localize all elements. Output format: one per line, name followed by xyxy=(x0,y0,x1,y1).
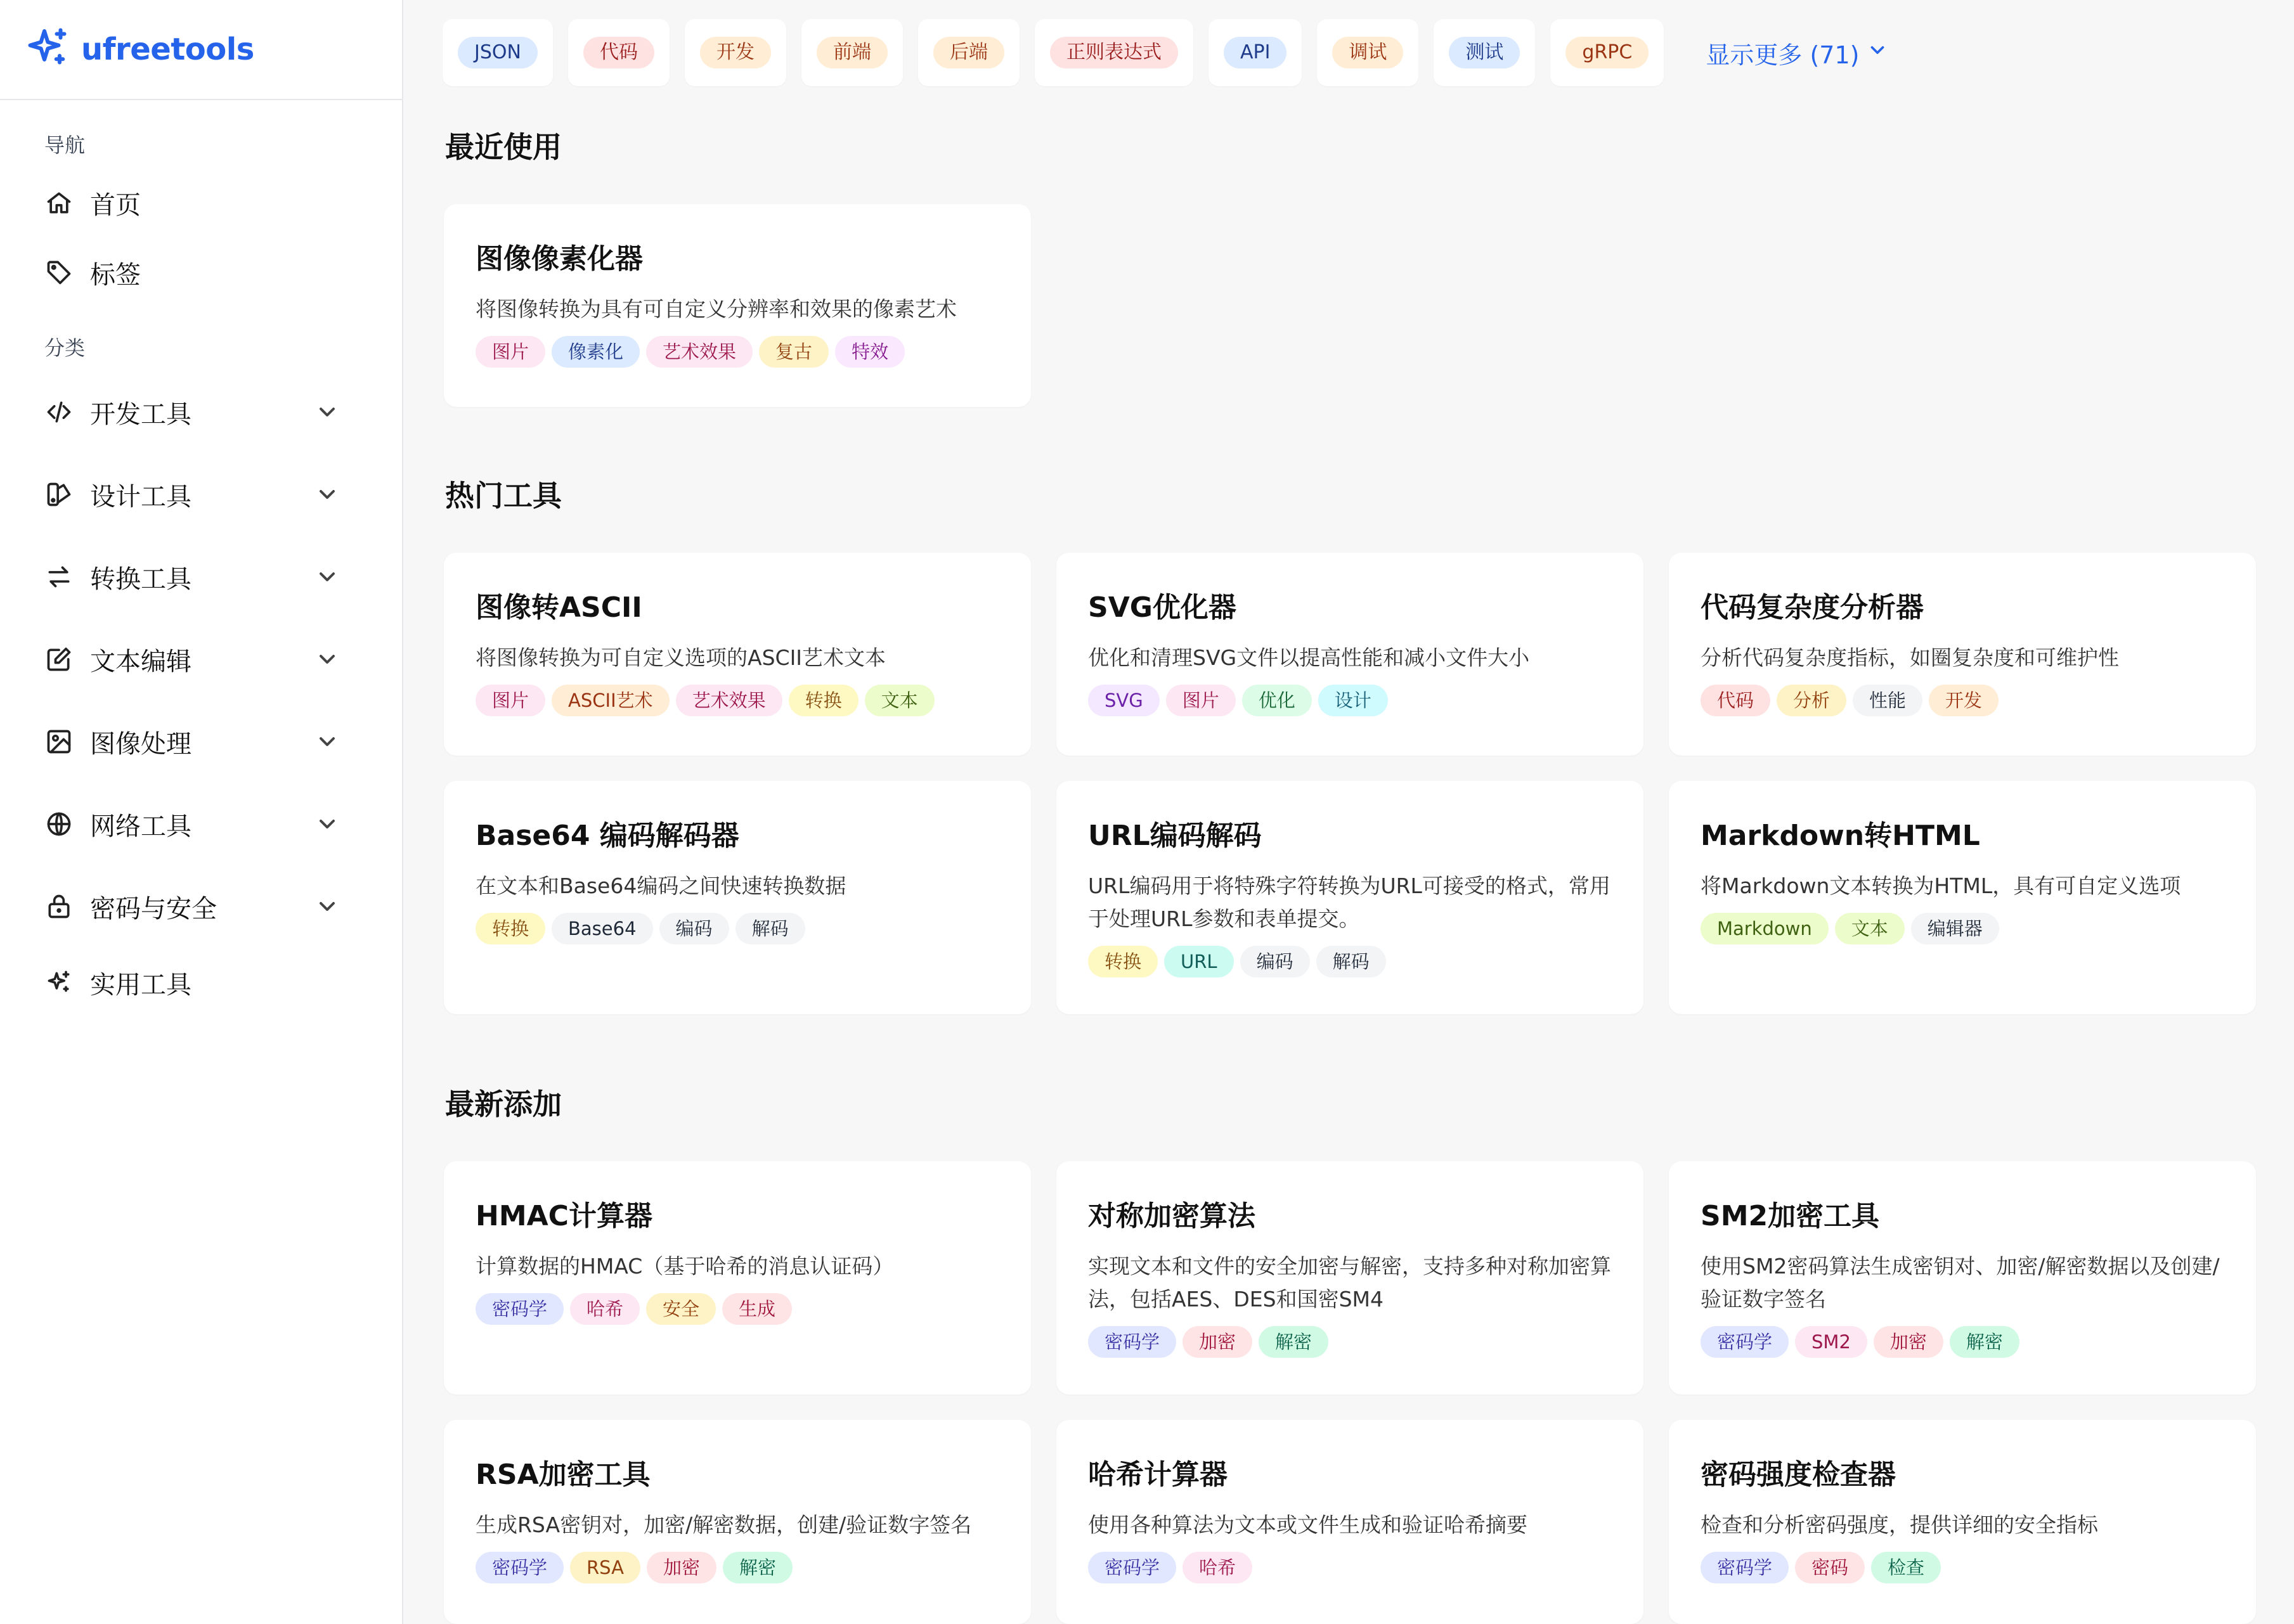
sidebar-item-text-edit[interactable] xyxy=(25,630,365,688)
tag-filter-api[interactable] xyxy=(1209,19,1302,86)
tag-chip: 转换 xyxy=(1088,946,1158,977)
tag-chip: 像素化 xyxy=(552,336,640,368)
tag-chip: 艺术效果 xyxy=(676,685,782,716)
tag-filter-regex[interactable] xyxy=(1035,19,1193,86)
tag-chip: 解码 xyxy=(1316,946,1386,977)
tool-card-description: 生成RSA密钥对，加密/解密数据，创建/验证数字签名 xyxy=(476,1512,972,1537)
tool-card[interactable] xyxy=(1669,1161,2256,1395)
tag-label: API xyxy=(1224,37,1286,68)
chevron-down-icon xyxy=(314,811,340,837)
tag-chip: 检查 xyxy=(1871,1552,1941,1583)
tool-card-tags xyxy=(476,336,1001,368)
tag-chip: 编码 xyxy=(1240,946,1310,977)
sidebar-item-network-tools[interactable] xyxy=(25,795,365,853)
main-content xyxy=(403,0,2294,1624)
tag-chip: 解密 xyxy=(1950,1326,2019,1358)
tool-card-tags xyxy=(1701,685,2226,716)
chevron-down-icon xyxy=(314,564,340,590)
tool-card-tags xyxy=(1701,1552,2226,1583)
tool-card[interactable] xyxy=(444,1420,1031,1624)
chevron-down-icon xyxy=(314,399,340,425)
section-title-recent: 最近使用 xyxy=(445,130,562,164)
tag-chip: 艺术效果 xyxy=(646,336,753,368)
pen-square-icon xyxy=(44,645,74,674)
tool-card-title: 代码复杂度分析器 xyxy=(1701,591,1924,624)
chevron-down-icon xyxy=(314,647,340,672)
tag-filter-bar xyxy=(443,19,1888,86)
tag-filter-test[interactable] xyxy=(1434,19,1535,86)
tag-chip: SVG xyxy=(1088,685,1160,716)
tag-chip: 解密 xyxy=(1259,1326,1328,1358)
tool-card[interactable] xyxy=(1669,553,2256,756)
tool-card-title: Markdown转HTML xyxy=(1701,820,1980,852)
sidebar xyxy=(0,0,403,1624)
tool-card-tags xyxy=(1088,946,1613,977)
sidebar-item-home[interactable] xyxy=(25,174,365,232)
tool-card-title: 哈希计算器 xyxy=(1088,1459,1228,1491)
tag-filter-frontend[interactable] xyxy=(801,19,903,86)
sidebar-item-label: 标签 xyxy=(90,260,141,290)
tool-card-title: 图像转ASCII xyxy=(476,591,642,624)
sidebar-item-label: 网络工具 xyxy=(90,811,191,841)
arrows-swap-icon xyxy=(44,562,74,591)
tag-chip: 密码学 xyxy=(1701,1326,1789,1358)
chevron-down-icon xyxy=(314,482,340,507)
show-more-label: 显示更多 (71) xyxy=(1706,41,1860,69)
tag-chip: ASCII艺术 xyxy=(552,685,670,716)
tag-chip: 编辑器 xyxy=(1911,913,1999,944)
tag-icon xyxy=(44,258,74,287)
tag-label: 开发 xyxy=(700,37,771,68)
globe-icon xyxy=(44,809,74,839)
tag-chip: 安全 xyxy=(646,1293,716,1325)
tag-chip: 转换 xyxy=(789,685,859,716)
tag-chip: 解码 xyxy=(736,913,805,944)
tool-card-tags xyxy=(476,913,1001,944)
category-heading: 分类 xyxy=(44,336,86,360)
tag-filter-code[interactable] xyxy=(568,19,670,86)
tag-chip: 图片 xyxy=(476,685,545,716)
tag-label: 后端 xyxy=(933,37,1004,68)
sidebar-item-password-security[interactable] xyxy=(25,877,365,936)
tool-card[interactable] xyxy=(444,553,1031,756)
tool-card[interactable] xyxy=(1056,1420,1643,1624)
tag-chip: 密码 xyxy=(1795,1552,1865,1583)
tag-chip: 图片 xyxy=(476,336,545,368)
tag-chip: RSA xyxy=(570,1552,640,1583)
tag-label: 代码 xyxy=(583,37,654,68)
tag-chip: 生成 xyxy=(722,1293,792,1325)
sidebar-item-label: 开发工具 xyxy=(90,399,191,429)
tool-card-tags xyxy=(476,685,1001,716)
tag-chip: 密码学 xyxy=(1088,1552,1176,1583)
tool-card-description: 使用SM2密码算法生成密钥对、加密/解密数据以及创建/验证数字签名 xyxy=(1701,1254,2220,1311)
tag-label: 测试 xyxy=(1449,37,1520,68)
tool-card-tags xyxy=(476,1293,1001,1325)
tool-card-title: Base64 编码解码器 xyxy=(476,820,739,852)
tool-card-description: 将图像转换为可自定义选项的ASCII艺术文本 xyxy=(476,645,886,670)
palette-icon xyxy=(44,480,74,509)
sidebar-item-design-tools[interactable] xyxy=(25,465,365,524)
tag-filter-backend[interactable] xyxy=(918,19,1020,86)
tool-card[interactable] xyxy=(1669,1420,2256,1624)
home-icon xyxy=(44,188,74,217)
tag-chip: 加密 xyxy=(647,1552,716,1583)
tag-chip: 解密 xyxy=(723,1552,793,1583)
tool-card[interactable] xyxy=(1056,553,1643,756)
tool-card-tags xyxy=(1701,913,2226,944)
sidebar-item-label: 密码与安全 xyxy=(90,894,217,924)
lock-icon xyxy=(44,892,74,921)
tag-chip: 加密 xyxy=(1874,1326,1943,1358)
section-title-newest: 最新添加 xyxy=(445,1087,562,1121)
sidebar-item-label: 首页 xyxy=(90,190,141,220)
tool-card-title: 对称加密算法 xyxy=(1088,1200,1255,1232)
tag-chip: 优化 xyxy=(1242,685,1312,716)
tool-card-tags xyxy=(1701,1326,2226,1358)
tag-chip: 加密 xyxy=(1183,1326,1252,1358)
sidebar-item-tags[interactable] xyxy=(25,243,365,302)
sidebar-item-image-processing[interactable] xyxy=(25,712,365,771)
tag-chip: 代码 xyxy=(1701,685,1770,716)
tag-filter-dev[interactable] xyxy=(685,19,786,86)
tool-card-tags xyxy=(1088,685,1613,716)
tag-chip: 哈希 xyxy=(570,1293,640,1325)
tag-label: gRPC xyxy=(1565,37,1649,68)
tag-filter-json[interactable] xyxy=(443,19,553,86)
sidebar-item-utilities[interactable] xyxy=(25,953,365,1012)
tag-label: JSON xyxy=(458,37,538,68)
tool-card-description: 在文本和Base64编码之间快速转换数据 xyxy=(476,873,846,898)
tool-card-description: URL编码用于将特殊字符转换为URL可接受的格式，常用于处理URL参数和表单提交。 xyxy=(1088,873,1610,931)
chevron-down-icon xyxy=(314,894,340,919)
tag-chip: 转换 xyxy=(476,913,545,944)
sparkles-icon xyxy=(44,968,74,997)
sidebar-item-label: 转换工具 xyxy=(90,564,191,594)
tool-card-description: 将Markdown文本转换为HTML，具有可自定义选项 xyxy=(1701,873,2181,898)
tag-chip: 设计 xyxy=(1318,685,1388,716)
section-title-popular: 热门工具 xyxy=(445,479,562,513)
code-icon xyxy=(44,397,74,427)
tag-chip: Markdown xyxy=(1701,913,1829,944)
tag-chip: 文本 xyxy=(865,685,935,716)
tool-card[interactable] xyxy=(444,781,1031,1014)
tool-card-description: 优化和清理SVG文件以提高性能和减小文件大小 xyxy=(1088,645,1530,670)
tag-chip: 密码学 xyxy=(1701,1552,1789,1583)
tool-card-description: 使用各种算法为文本或文件生成和验证哈希摘要 xyxy=(1088,1512,1527,1537)
tag-label: 前端 xyxy=(817,37,888,68)
chevron-down-icon xyxy=(1867,39,1888,67)
tool-card-description: 分析代码复杂度指标，如圈复杂度和可维护性 xyxy=(1701,645,2119,670)
tag-chip: 密码学 xyxy=(476,1552,564,1583)
tool-card[interactable] xyxy=(1056,781,1643,1014)
tag-chip: 哈希 xyxy=(1183,1552,1252,1583)
sidebar-item-label: 文本编辑 xyxy=(90,647,191,676)
tag-chip: 编码 xyxy=(659,913,729,944)
tool-card-tags xyxy=(1088,1326,1613,1358)
tag-chip: SM2 xyxy=(1795,1326,1867,1358)
tool-card-title: URL编码解码 xyxy=(1088,820,1262,852)
tool-card-description: 实现文本和文件的安全加密与解密，支持多种对称加密算法，包括AES、DES和国密SM4 xyxy=(1088,1254,1611,1311)
tool-card-title: SM2加密工具 xyxy=(1701,1200,1880,1232)
tag-chip: URL xyxy=(1164,946,1234,977)
tag-chip: Base64 xyxy=(552,913,653,944)
tag-chip: 性能 xyxy=(1853,685,1922,716)
show-more-tags-button[interactable] xyxy=(1706,35,1888,70)
sidebar-item-label: 设计工具 xyxy=(90,482,191,512)
brand-name: ufreetools xyxy=(81,32,254,67)
tag-chip: 分析 xyxy=(1777,685,1846,716)
sparkle-logo-icon xyxy=(25,25,71,74)
tool-card-tags xyxy=(476,1552,1001,1583)
tool-card-description: 检查和分析密码强度，提供详细的安全指标 xyxy=(1701,1512,2098,1537)
tag-chip: 密码学 xyxy=(476,1293,564,1325)
tool-card-title: 图像像素化器 xyxy=(476,243,643,275)
sidebar-item-label: 实用工具 xyxy=(90,970,191,1000)
tool-card[interactable] xyxy=(1669,781,2256,1014)
tool-card[interactable] xyxy=(1056,1161,1643,1395)
tag-chip: 文本 xyxy=(1835,913,1905,944)
sidebar-item-dev-tools[interactable] xyxy=(25,383,365,441)
tag-chip: 图片 xyxy=(1166,685,1236,716)
brand-logo-link[interactable] xyxy=(0,0,402,100)
tag-filter-debug[interactable] xyxy=(1317,19,1418,86)
tool-card-title: SVG优化器 xyxy=(1088,591,1236,624)
sidebar-item-label: 图像处理 xyxy=(90,729,191,759)
tag-filter-grpc[interactable] xyxy=(1550,19,1664,86)
tool-card-description: 计算数据的HMAC（基于哈希的消息认证码） xyxy=(476,1254,894,1279)
tag-chip: 密码学 xyxy=(1088,1326,1176,1358)
tool-card-tags xyxy=(1088,1552,1613,1583)
tool-card-description: 将图像转换为具有可自定义分辨率和效果的像素艺术 xyxy=(476,297,957,321)
sidebar-item-convert-tools[interactable] xyxy=(25,548,365,606)
tag-label: 调试 xyxy=(1332,37,1403,68)
tool-card-title: HMAC计算器 xyxy=(476,1200,652,1232)
tag-chip: 特效 xyxy=(835,336,905,368)
nav-heading: 导航 xyxy=(44,133,86,157)
chevron-down-icon xyxy=(314,729,340,754)
tool-card[interactable] xyxy=(444,204,1031,407)
tool-card[interactable] xyxy=(444,1161,1031,1395)
tool-card-title: RSA加密工具 xyxy=(476,1459,651,1491)
tool-card-title: 密码强度检查器 xyxy=(1701,1459,1896,1491)
tag-chip: 开发 xyxy=(1929,685,1999,716)
tag-chip: 复古 xyxy=(759,336,829,368)
image-icon xyxy=(44,727,74,756)
tag-label: 正则表达式 xyxy=(1050,37,1178,68)
